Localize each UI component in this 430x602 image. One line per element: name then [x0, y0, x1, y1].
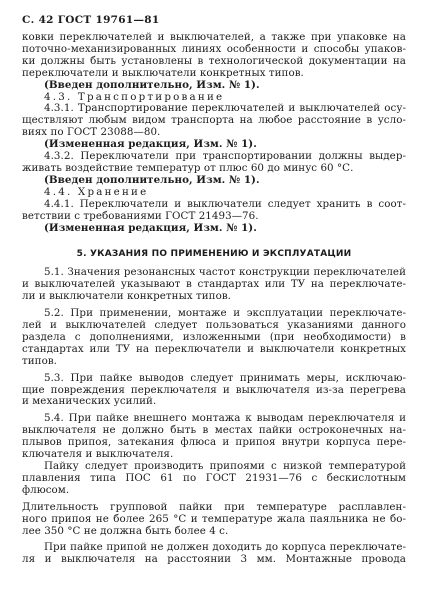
paragraph-distance — [22, 542, 406, 566]
text-line: ковки переключателей и выключателей, а также при упаковке на — [22, 31, 406, 43]
text-line: плывов припоя, затекания флюса и припоя внутри корпуса пере- — [22, 436, 406, 449]
amendment-note: (Введен дополнительно, Изм. № 1). — [44, 173, 260, 186]
text-line: и механических усилий. — [22, 395, 157, 408]
text-line: ветствии с требованиями ГОСТ 21493—76. — [22, 209, 259, 222]
text-line: виях по ГОСТ 23088—80. — [22, 126, 161, 139]
text-line: 4.3.2. Переключатели при транспортировании должны выдер- — [44, 150, 406, 163]
heading-text: 4.4. Хранение — [44, 185, 149, 198]
amendment-note: (Введен дополнительно, Изм. № 1). — [44, 78, 260, 91]
paragraph-duration — [22, 502, 406, 538]
text-line: лее 350 °С не должна быть более 4 с. — [22, 524, 229, 537]
paragraph-5-2 — [22, 308, 406, 368]
text-line: раздела с дополнениями, изложенными (при необходимости) в — [22, 330, 406, 343]
amendment-note: (Измененная редакция, Изм. № 1). — [44, 138, 257, 151]
text-line: ли и выключатели конкретных типов. — [22, 290, 232, 303]
text-line: Длительность групповой пайки при температуре расплавлен- — [22, 500, 406, 513]
section-title: 5. УКАЗАНИЯ ПО ПРИМЕНЕНИЮ И ЭКСПЛУАТАЦИИ — [76, 249, 352, 260]
text-line: ключателя и выключателя. — [22, 448, 174, 461]
heading-text: 4.3. Транспортирование — [44, 90, 225, 103]
amendment-note: (Измененная редакция, Изм. № 1). — [44, 221, 257, 234]
paragraph-4-4-1 — [22, 199, 406, 223]
text-line: 5.3. При пайке выводов следует принимать меры, исключаю- — [44, 371, 406, 384]
text-line: ки должны быть установлены в технологической документации на — [22, 54, 406, 67]
text-line: 5.2. При применении, монтаже и эксплуатации переключате- — [44, 307, 406, 320]
text-line: типов. — [22, 354, 57, 367]
text-line: плавления типа ПОС 61 по ГОСТ 21931—76 с бескислотным — [22, 471, 406, 484]
text-line: При пайке припой не должен доходить до корпуса переключате- — [44, 541, 406, 554]
text-line: живать воздействие температур от плюс 60 до минус 60 °С. — [22, 161, 354, 174]
text-line: ля и выключателя на расстоянии 3 мм. Монтажные провода — [22, 553, 406, 566]
text-line: щие повреждения переключателя и выключателя из-за перегрева — [22, 383, 406, 396]
paragraph-solder — [22, 461, 406, 497]
text-line: выключателя не должно быть в местах пайки остроконечных на- — [22, 424, 406, 437]
text-line: 4.4.1. Переключатели и выключатели следует хранить в соот- — [44, 197, 406, 210]
paragraph-4-3-1 — [22, 103, 406, 139]
paragraph-5-1 — [22, 267, 406, 303]
text-line: Пайку следует производить припоями с низкой температурой — [44, 460, 406, 472]
paragraph-5-3 — [22, 373, 406, 409]
text-line: переключатели и выключатели конкретных типов. — [22, 66, 304, 79]
text-line: лей и выключателей следует пользоваться указаниями данного — [22, 319, 406, 332]
paragraph-5-4 — [22, 413, 406, 461]
text-line: 5.1. Значения резонансных частот конструкции переключателей — [44, 266, 406, 279]
paragraph-packaging — [22, 32, 406, 80]
page-header: С. 42 ГОСТ 19761—81 — [22, 14, 160, 26]
text-line: ного припоя не более 265 °С и температуре жала паяльника не бо- — [22, 512, 406, 525]
text-line: поточно-механизированных линиях особенности и способы упаков- — [22, 42, 406, 55]
text-line: 4.3.1. Транспортирование переключателей и выключателей осу- — [44, 102, 406, 115]
text-line: и выключателей указывают в стандартах или ТУ на переключате- — [22, 278, 406, 291]
text-line: ществляют любым видом транспорта на любое расстояние в усло- — [22, 114, 406, 127]
paragraph-4-3-2 — [22, 151, 406, 175]
text-line: стандартах или ТУ на переключатели и выключатели конкретных — [22, 342, 406, 355]
subsection-heading-storage — [22, 187, 406, 199]
text-line: флюсом. — [22, 483, 70, 496]
text-line: 5.4. При пайке внешнего монтажа к выводам переключателя и — [44, 412, 406, 425]
